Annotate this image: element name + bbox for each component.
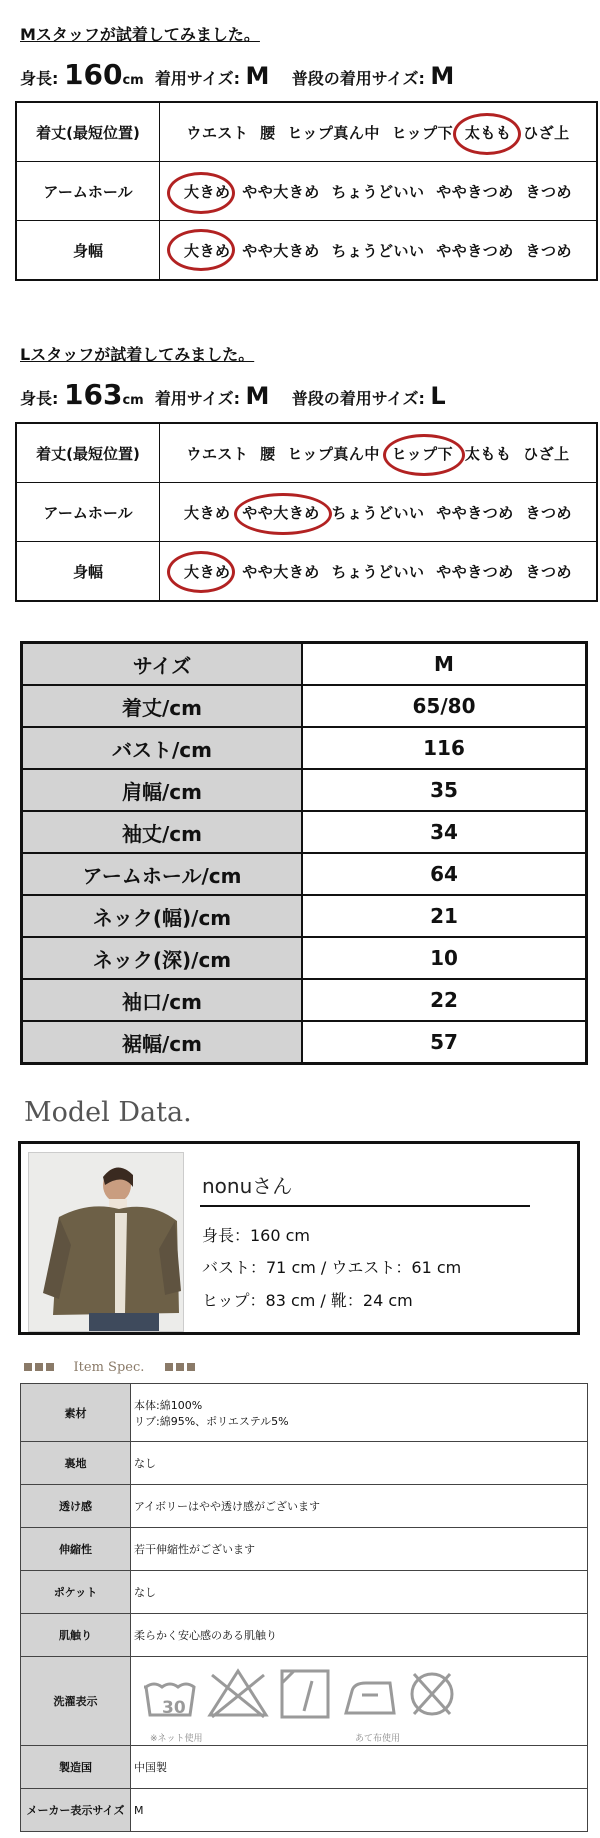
model-data-title: Model Data. <box>24 1097 192 1128</box>
height-label: 身長: <box>20 69 59 88</box>
spec-key: 裏地 <box>21 1442 131 1485</box>
square-icon <box>24 1363 32 1371</box>
spec-value-line: リブ:綿95%、ポリエステル5% <box>134 1414 289 1428</box>
size-value: 21 <box>302 895 587 937</box>
option-waist: ウエスト <box>186 123 249 142</box>
spec-row-care <box>21 1657 588 1746</box>
spec-key: 素材 <box>21 1384 131 1442</box>
l-staff-fit-table <box>15 422 598 602</box>
size-row <box>22 769 587 811</box>
fit-row-options <box>160 221 598 281</box>
spec-value: なし <box>131 1571 588 1614</box>
spec-row <box>21 1442 588 1485</box>
model-photo-image <box>29 1153 183 1331</box>
spec-key: メーカー表示サイズ <box>21 1789 131 1832</box>
option-hip-bottom: ヒップ下 <box>391 123 454 142</box>
option-slightly-large: やや大きめ <box>242 241 320 260</box>
size-value: 22 <box>302 979 587 1021</box>
size-key: 袖口/cm <box>22 979 303 1021</box>
option-large: 大きめ <box>183 241 231 260</box>
no-bleach-icon <box>210 1671 266 1717</box>
item-spec-title <box>24 1360 198 1375</box>
height-unit: cm <box>122 73 144 88</box>
model-divider <box>200 1205 530 1207</box>
fit-row-label: 身幅 <box>16 542 160 602</box>
size-header-value: M <box>302 643 587 686</box>
fit-row-width <box>16 542 597 602</box>
size-value: 10 <box>302 937 587 979</box>
size-key: アームホール/cm <box>22 853 303 895</box>
model-name: nonuさん <box>202 1174 293 1198</box>
spec-row <box>21 1789 588 1832</box>
option-large: 大きめ <box>183 503 231 522</box>
option-above-knee: ひざ上 <box>523 123 570 142</box>
spec-value: なし <box>131 1442 588 1485</box>
size-row <box>22 727 587 769</box>
option-thigh: 太もも <box>464 123 512 142</box>
size-label: 着用サイズ: <box>154 389 240 408</box>
spec-value: 若干伸縮性がございます <box>131 1528 588 1571</box>
iron-low-cloth-icon <box>346 1683 394 1713</box>
size-table-header <box>22 643 587 686</box>
usual-size-label: 普段の着用サイズ: <box>291 389 425 408</box>
spec-row <box>21 1384 588 1442</box>
option-slightly-tight: ややきつめ <box>436 182 514 201</box>
size-value: 116 <box>302 727 587 769</box>
size-key: 袖丈/cm <box>22 811 303 853</box>
fit-row-armhole <box>16 483 597 542</box>
spec-key: 透け感 <box>21 1485 131 1528</box>
spec-row <box>21 1528 588 1571</box>
option-tight: きつめ <box>525 241 572 260</box>
option-slightly-large: やや大きめ <box>242 562 320 581</box>
spec-value: アイボリーはやや透け感がございます <box>131 1485 588 1528</box>
fit-row-length <box>16 102 597 162</box>
size-value: 57 <box>302 1021 587 1064</box>
spec-row <box>21 1614 588 1657</box>
item-spec-table <box>20 1383 588 1832</box>
option-tight: きつめ <box>525 182 572 201</box>
square-icon <box>165 1363 173 1371</box>
size-row <box>22 1021 587 1064</box>
spec-row <box>21 1485 588 1528</box>
option-waist: ウエスト <box>186 444 249 463</box>
size-key: バスト/cm <box>22 727 303 769</box>
height-value: 163 <box>63 378 123 411</box>
option-just-right: ちょうどいい <box>331 503 425 522</box>
size-row <box>22 979 587 1021</box>
fit-row-options <box>160 162 598 221</box>
option-hip-top: 腰 <box>260 123 276 142</box>
option-hip-bottom: ヒップ下 <box>391 444 454 463</box>
height-unit: cm <box>122 393 144 408</box>
spec-value: 柔らかく安心感のある肌触り <box>131 1614 588 1657</box>
iron-cloth-note: あて布使用 <box>355 1734 401 1744</box>
option-slightly-large: やや大きめ <box>242 182 320 201</box>
option-hip-mid: ヒップ真ん中 <box>287 123 380 142</box>
option-hip-mid: ヒップ真ん中 <box>287 444 380 463</box>
spec-value: M <box>131 1789 588 1832</box>
size-key: 裾幅/cm <box>22 1021 303 1064</box>
wash-temp-label: 30 <box>162 1698 186 1718</box>
size-row <box>22 895 587 937</box>
size-header-key: サイズ <box>22 643 303 686</box>
option-above-knee: ひざ上 <box>523 444 570 463</box>
fit-row-armhole <box>16 162 597 221</box>
wash-net-note: ※ネット使用 <box>150 1734 203 1744</box>
size-row <box>22 685 587 727</box>
height-value: 160 <box>63 58 123 91</box>
m-staff-heading: Mスタッフが試着してみました。 <box>20 25 260 44</box>
m-staff-measurements <box>20 58 454 91</box>
option-slightly-tight: ややきつめ <box>436 503 514 522</box>
size-value: 34 <box>302 811 587 853</box>
usual-size-value: L <box>430 382 446 410</box>
model-height: 身長：160 cm <box>202 1226 311 1245</box>
item-spec-label: Item Spec. <box>73 1360 145 1375</box>
model-bust-waist: バスト：71 cm / ウエスト：61 cm <box>202 1258 462 1277</box>
spec-key: ポケット <box>21 1571 131 1614</box>
size-value: M <box>245 62 270 90</box>
square-icon <box>46 1363 54 1371</box>
spec-value <box>131 1384 588 1442</box>
option-thigh: 太もも <box>464 444 512 463</box>
fit-row-length <box>16 423 597 483</box>
spec-key: 製造国 <box>21 1746 131 1789</box>
line-dry-shade-icon <box>282 1671 328 1717</box>
option-hip-top: 腰 <box>260 444 276 463</box>
fit-row-options <box>160 423 598 483</box>
size-key: ネック(幅)/cm <box>22 895 303 937</box>
usual-size-value: M <box>430 62 455 90</box>
fit-row-label: アームホール <box>16 483 160 542</box>
fit-row-label: 着丈(最短位置) <box>16 102 160 162</box>
model-hip-shoe: ヒップ：83 cm / 靴：24 cm <box>202 1291 413 1310</box>
size-key: ネック(深)/cm <box>22 937 303 979</box>
square-icon <box>187 1363 195 1371</box>
spec-key: 洗濯表示 <box>21 1657 131 1746</box>
l-staff-heading: Lスタッフが試着してみました。 <box>20 345 255 364</box>
size-row <box>22 811 587 853</box>
size-row <box>22 853 587 895</box>
m-staff-fit-table <box>15 101 598 281</box>
fit-row-options <box>160 483 598 542</box>
no-dry-clean-icon <box>412 1674 452 1714</box>
square-icon <box>35 1363 43 1371</box>
option-slightly-tight: ややきつめ <box>436 241 514 260</box>
option-slightly-large: やや大きめ <box>242 503 320 522</box>
size-key: 肩幅/cm <box>22 769 303 811</box>
option-just-right: ちょうどいい <box>331 562 425 581</box>
square-icon <box>176 1363 184 1371</box>
fit-row-label: 身幅 <box>16 221 160 281</box>
height-label: 身長: <box>20 389 59 408</box>
size-table <box>20 641 588 1065</box>
size-row <box>22 937 587 979</box>
spec-value-line: 本体:綿100% <box>134 1398 203 1412</box>
model-photo <box>28 1152 184 1332</box>
fit-row-options <box>160 102 598 162</box>
size-label: 着用サイズ: <box>154 69 240 88</box>
size-key: 着丈/cm <box>22 685 303 727</box>
option-slightly-tight: ややきつめ <box>436 562 514 581</box>
option-tight: きつめ <box>525 503 572 522</box>
usual-size-label: 普段の着用サイズ: <box>291 69 425 88</box>
fit-row-width <box>16 221 597 281</box>
option-large: 大きめ <box>183 562 231 581</box>
option-tight: きつめ <box>525 562 572 581</box>
fit-row-label: 着丈(最短位置) <box>16 423 160 483</box>
fit-row-options <box>160 542 598 602</box>
option-just-right: ちょうどいい <box>331 182 425 201</box>
fit-row-label: アームホール <box>16 162 160 221</box>
option-large: 大きめ <box>183 182 231 201</box>
size-value: 65/80 <box>302 685 587 727</box>
spec-key: 伸縮性 <box>21 1528 131 1571</box>
spec-key: 肌触り <box>21 1614 131 1657</box>
size-value: 35 <box>302 769 587 811</box>
size-value: 64 <box>302 853 587 895</box>
size-value: M <box>245 382 270 410</box>
spec-value: 中国製 <box>131 1746 588 1789</box>
l-staff-measurements <box>20 378 446 411</box>
spec-row <box>21 1571 588 1614</box>
spec-row <box>21 1746 588 1789</box>
option-just-right: ちょうどいい <box>331 241 425 260</box>
